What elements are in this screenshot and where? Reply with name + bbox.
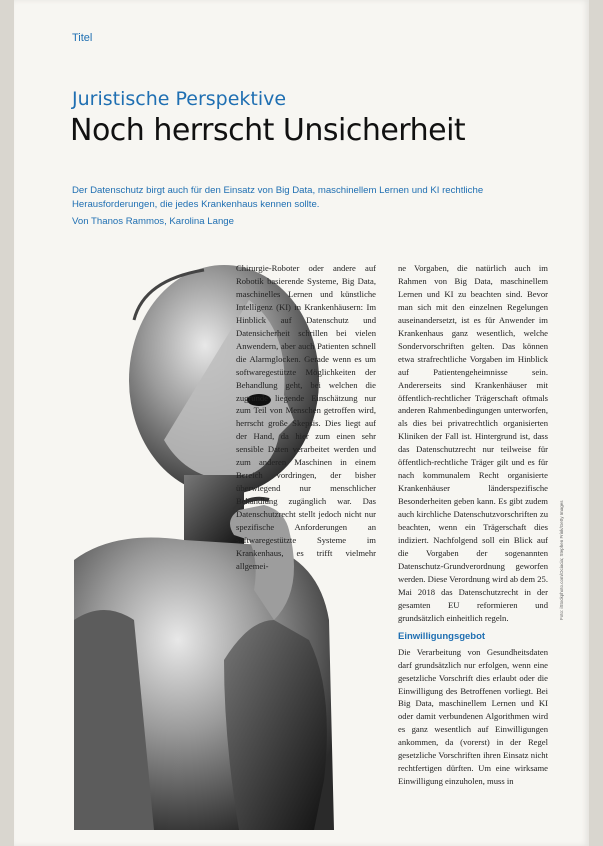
magazine-page xyxy=(14,0,589,846)
article-lead xyxy=(72,184,552,229)
text-column-1 xyxy=(236,262,376,573)
article-kicker: Juristische Perspektive xyxy=(72,88,287,110)
column2-text: ne Vorgaben, die natürlich auch im Rahmen von Big Data, maschinellem Lernen und KI zu beachten sind. Bevor man sich mit den einzelnen Regelungen auseinandersetzt, ist es für Anwender im Krankenhaus ganz wesentlich, welche Sondervorschriften gelten. Das können etwa strafrechtliche Vorgaben im Hinblick auf Patientengeheimnisse sein. Andererseits sind Krankenhäuser mit öffentlich-rechtlicher Trägerschaft oftmals anderen Rahmenbedingungen unterworfen, als dies bei privatrechtlich organisierten Kliniken der Fall ist. Hintergrund ist, dass das Datenschutzrecht nur teilweise für öffentlich-rechtliche Träger gilt und es für nach kommunalem Recht organisierte Krankenhäuser länderspezifische Besonderheiten geben kann. Es gibt zudem auch kirchliche Datenschutzvorschriften zu beachten, wenn ein Trägerschaft dies indiziert. Nachfolgend soll ein Blick auf die Vorgaben der sogenannten Datenschutz-Grundverordnung geworfen werden. Diese Verordnung wird ab dem 25. Mai 2018 das Datenschutzrecht in der gesamten EU reformieren und grundsätzlich einheitlich regeln. xyxy=(398,263,548,623)
column1-text: Chirurgie-Roboter oder andere auf Robotik basierende Systeme, Big Data, maschinelles Lernen und künstliche Intelligenz (KI) in Krankenhäusern: Im Hinblick auf Datenschutz und Datensicherheit schrillen bei vielen Anwendern, aber auch Patienten schnell die Alarmglocken. Gerade wenn es um softwaregestützte Möglichkeiten der Behandlung geht, bei welchen die zugrunde liegende Einschätzung nur zum Teil von Menschen getroffen wird, herrscht große Skepsis. Dies liegt auf der Hand, da hier zum einen sehr sensible Daten verarbeitet werden und zum anderen Maschinen in einem Bereich vordringen, der bisher überwiegend nur menschlicher Behandlung zugänglich war. Das Datenschutzrecht stellt jedoch nicht nur spezifische Anforderungen an softwaregestützte Systeme im Krankenhaus, es trifft vielmehr allgemei- xyxy=(236,263,376,571)
byline: Von Thanos Rammos, Karolina Lange xyxy=(72,216,234,227)
section-label: Titel xyxy=(72,32,93,44)
subheading: Einwilligungsgebot xyxy=(398,630,486,642)
column2b-text: Die Verarbeitung von Gesundheitsdaten darf grundsätzlich nur erfolgen, wenn eine gesetzliche Vorschrift dies erlaubt oder die Einwilligung des Betroffenen vorliegt. Bei Big Data, maschinellem Lernen und KI oder damit verbundenen Algorithmen wird es ganz wesentlich auf Einwilligungen ankommen, da (vorerst) in der Regel gesetzliche Vorschriften ihren Einsatz nicht rechtfertigen dürften. Um eine wirksame Einwilligung einzuholen, muss in xyxy=(398,646,548,787)
text-column-2 xyxy=(398,262,548,788)
article-headline: Noch herrscht Unsicherheit xyxy=(70,113,466,148)
lead-text: Der Datenschutz birgt auch für den Einsatz von Big Data, maschinellem Lernen und KI rechtliche Herausforderungen, die jedes Krankenhaus kennen sollte. xyxy=(72,185,484,210)
photo-credit: Foto: iStockphoto.com/Ociacia; Stephen Frink/Getty Images xyxy=(559,500,564,620)
